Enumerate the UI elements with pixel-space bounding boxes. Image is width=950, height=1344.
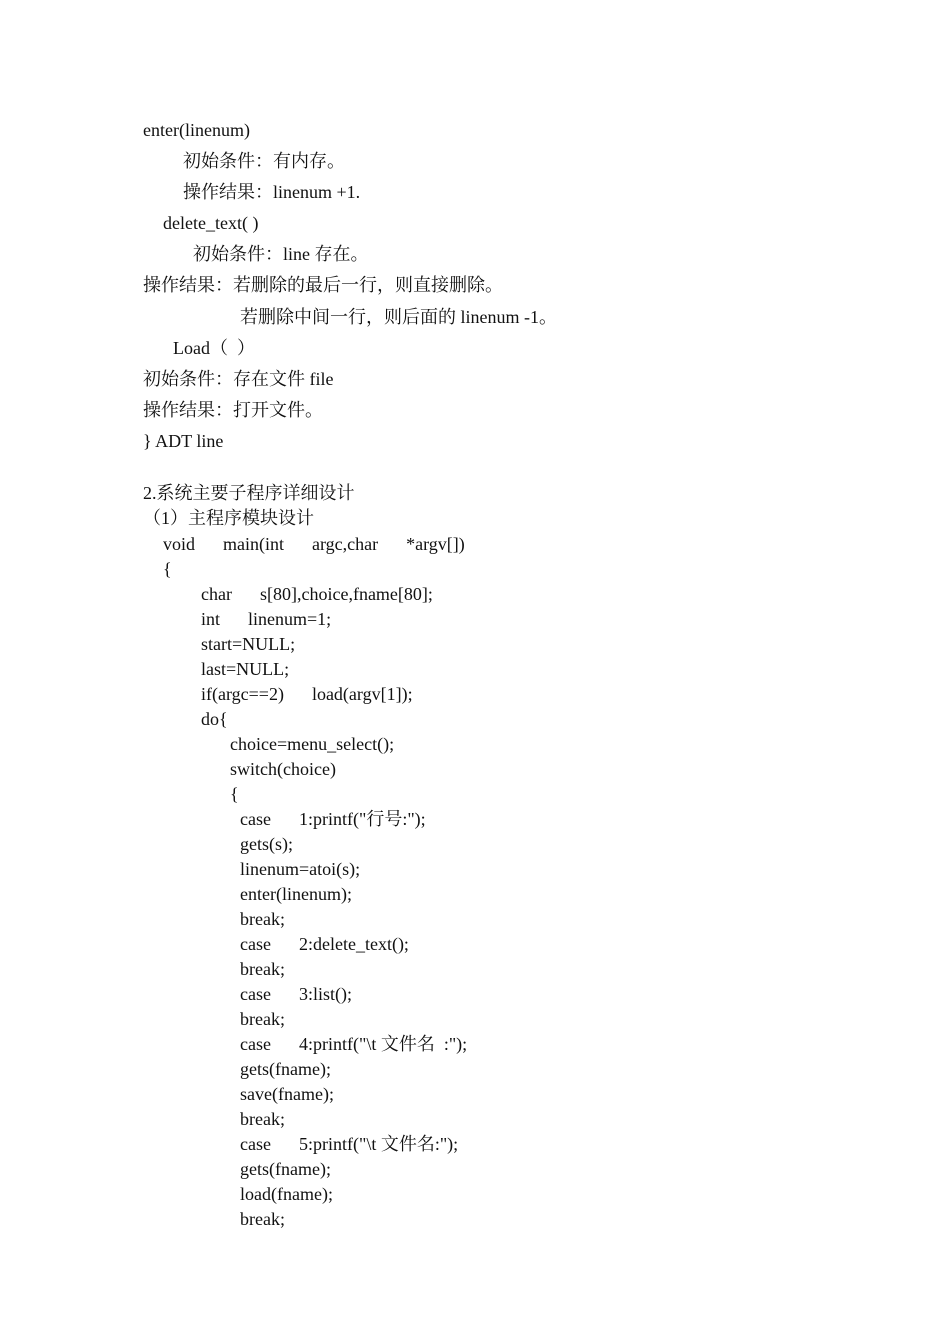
code-token: case — [240, 1134, 271, 1154]
subsection-heading: （1）主程序模块设计 — [143, 508, 314, 528]
code-line — [240, 933, 409, 955]
code-line: enter(linenum); — [240, 884, 352, 904]
code-line: gets(fname); — [240, 1159, 331, 1179]
code-line — [240, 983, 352, 1005]
code-line — [201, 608, 331, 630]
code-line — [240, 808, 426, 830]
code-token: 1:printf("行号:"); — [298, 809, 426, 829]
code-line: do{ — [201, 709, 228, 729]
code-line: choice=menu_select(); — [230, 734, 395, 754]
code-token: 3:list(); — [298, 984, 352, 1004]
code-token: void — [163, 534, 196, 554]
adt-delete-postcondition-2: 若删除中间一行，则后面的 linenum -1。 — [240, 307, 557, 327]
code-line — [201, 583, 433, 605]
code-line: gets(s); — [240, 834, 293, 854]
code-token: linenum=1; — [248, 609, 332, 629]
code-token: case — [240, 934, 271, 954]
code-token: case — [240, 984, 271, 1004]
adt-delete-signature: delete_text( ) — [163, 213, 259, 233]
code-line: load(fname); — [240, 1184, 333, 1204]
code-token: main(int — [223, 534, 285, 554]
code-line — [240, 1033, 467, 1055]
code-line: gets(fname); — [240, 1059, 331, 1079]
code-line: start=NULL; — [201, 634, 296, 654]
code-line: last=NULL; — [201, 659, 290, 679]
code-line — [201, 683, 413, 705]
code-line: break; — [240, 1209, 285, 1229]
code-token: 2:delete_text(); — [298, 934, 409, 954]
adt-enter-precondition: 初始条件：有内存。 — [183, 151, 345, 171]
code-token: if(argc==2) — [201, 684, 284, 704]
code-token: case — [240, 809, 271, 829]
code-line: { — [163, 559, 172, 579]
code-token: 5:printf("\t 文件名:"); — [298, 1134, 459, 1154]
code-line: linenum=atoi(s); — [240, 859, 361, 879]
adt-enter-signature: enter(linenum) — [143, 120, 250, 140]
code-token: char — [201, 584, 232, 604]
adt-load-precondition: 初始条件：存在文件 file — [143, 369, 334, 389]
code-line: break; — [240, 909, 285, 929]
code-token: argc,char — [312, 534, 379, 554]
code-token: 4:printf("\t 文件名 :"); — [298, 1034, 468, 1054]
adt-enter-postcondition: 操作结果：linenum +1. — [183, 182, 361, 202]
adt-load-postcondition: 操作结果：打开文件。 — [143, 400, 323, 420]
adt-load-signature: Load（ ） — [173, 338, 255, 358]
code-line — [240, 1133, 458, 1155]
code-line: switch(choice) — [230, 759, 336, 779]
code-token: s[80],choice,fname[80]; — [259, 584, 433, 604]
code-line: break; — [240, 959, 285, 979]
code-line: break; — [240, 1109, 285, 1129]
code-token: *argv[]) — [406, 534, 465, 554]
section-heading: 2.系统主要子程序详细设计 — [143, 483, 355, 503]
code-main-signature — [163, 533, 465, 555]
adt-delete-postcondition-1: 操作结果：若删除的最后一行，则直接删除。 — [143, 275, 503, 295]
code-line: break; — [240, 1009, 285, 1029]
code-token: int — [201, 609, 221, 629]
code-token: load(argv[1]); — [311, 684, 413, 704]
code-line: { — [230, 784, 239, 804]
code-line: save(fname); — [240, 1084, 334, 1104]
code-token: case — [240, 1034, 271, 1054]
adt-end: } ADT line — [143, 431, 224, 451]
adt-delete-precondition: 初始条件：line 存在。 — [193, 244, 369, 264]
